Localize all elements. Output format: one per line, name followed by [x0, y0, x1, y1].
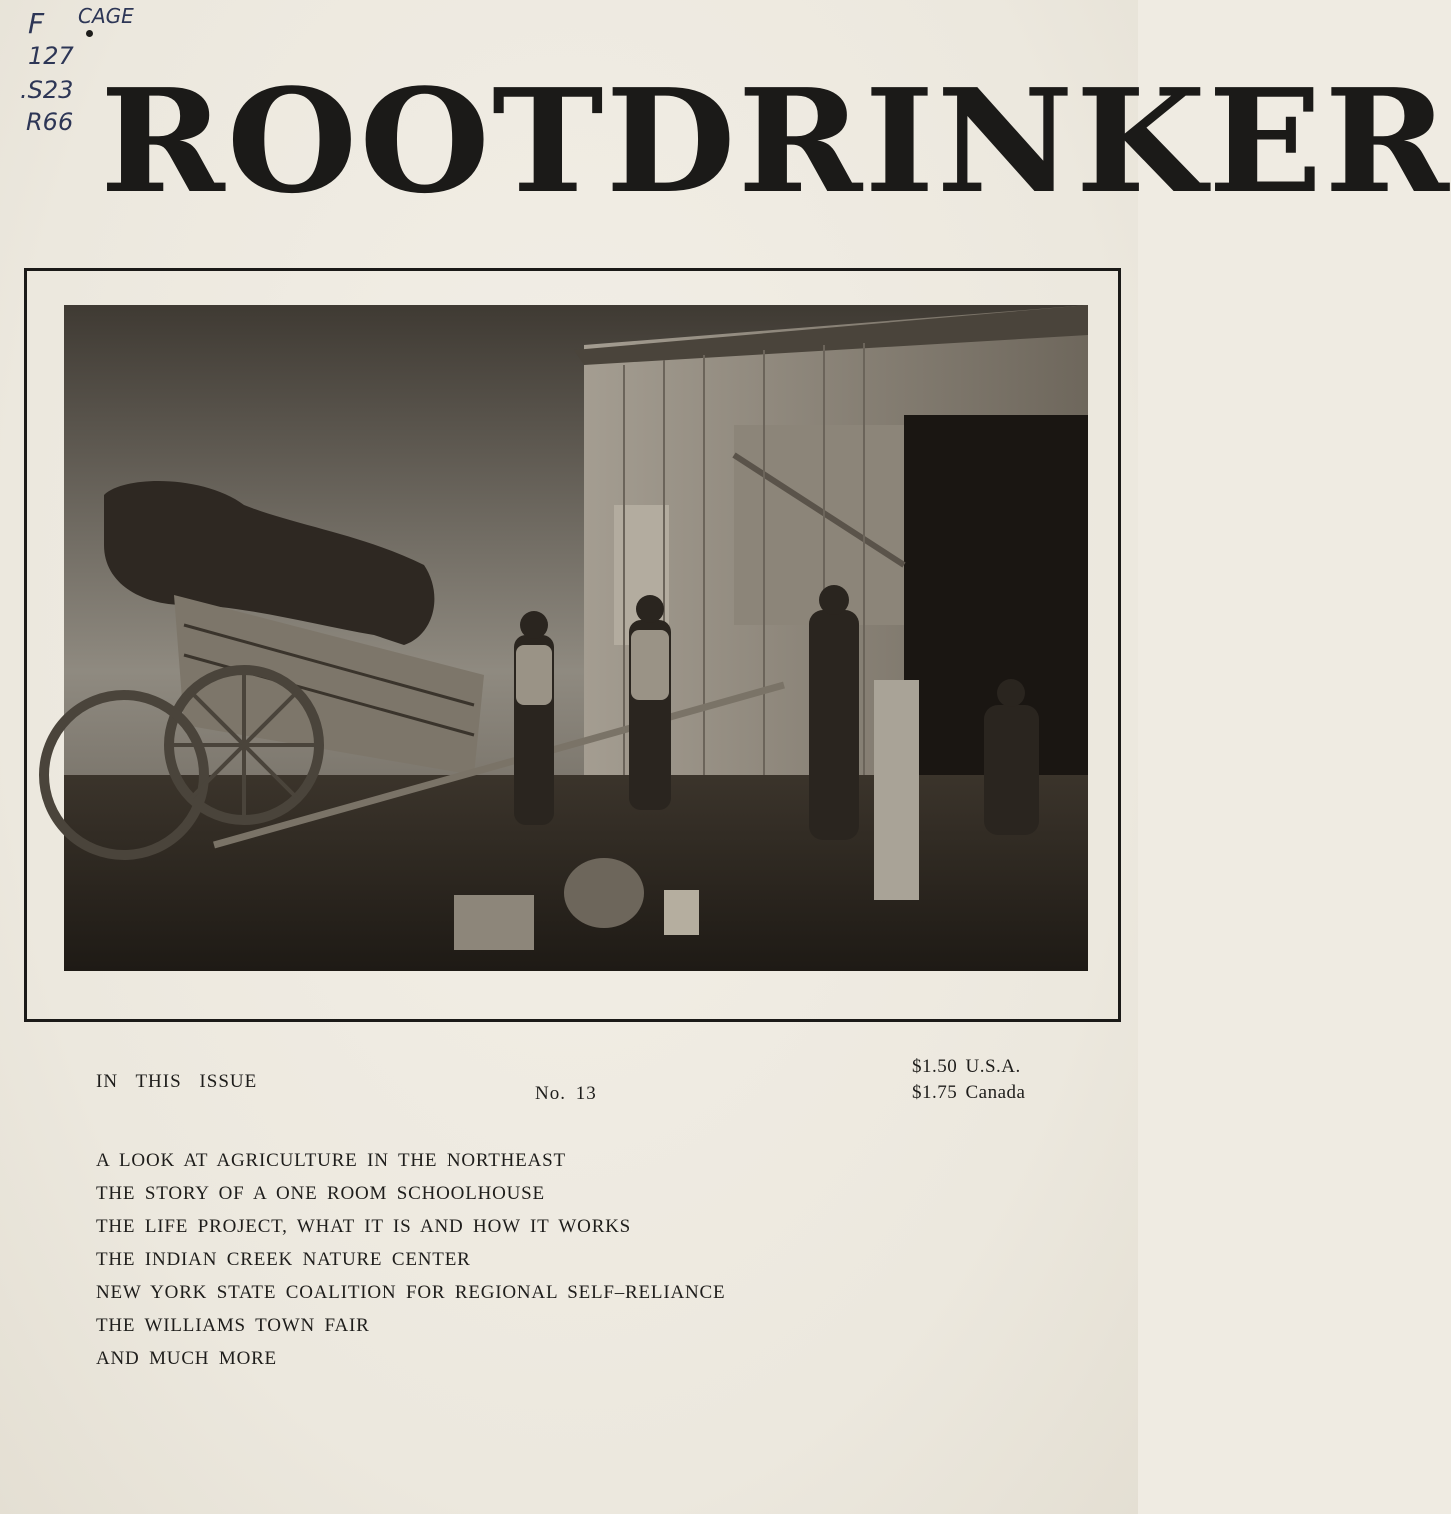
price-canada: $1.75 Canada — [912, 1082, 1026, 1103]
contents-list — [96, 1144, 725, 1375]
contents-item: THE STORY OF A ONE ROOM SCHOOLHOUSE — [96, 1183, 545, 1204]
contents-item: THE WILLIAMS TOWN FAIR — [96, 1315, 370, 1336]
contents-item: THE LIFE PROJECT, WHAT IT IS AND HOW IT WORKS — [96, 1216, 632, 1237]
call-number-cage: CAGE — [78, 4, 134, 28]
call-number-r66: R66 — [26, 108, 74, 136]
price-usa: $1.50 U.S.A. — [912, 1056, 1021, 1077]
contents-item: THE INDIAN CREEK NATURE CENTER — [96, 1249, 471, 1270]
masthead-title: ROOTDRINKER — [100, 58, 1451, 226]
cover-photo — [64, 305, 1088, 971]
barn-farmyard-photo — [64, 305, 1088, 971]
call-number-127: 127 — [28, 42, 74, 70]
issue-number: No. 13 — [535, 1083, 597, 1104]
in-this-issue-label: IN THIS ISSUE — [96, 1071, 258, 1092]
call-number-f: F — [28, 7, 45, 40]
contents-item: AND MUCH MORE — [96, 1348, 277, 1369]
contents-item: NEW YORK STATE COALITION FOR REGIONAL SELF–RELIANCE — [96, 1282, 726, 1303]
ink-dot — [86, 30, 93, 37]
call-number-s23: .S23 — [20, 76, 74, 104]
contents-item: A LOOK AT AGRICULTURE IN THE NORTHEAST — [96, 1150, 566, 1171]
